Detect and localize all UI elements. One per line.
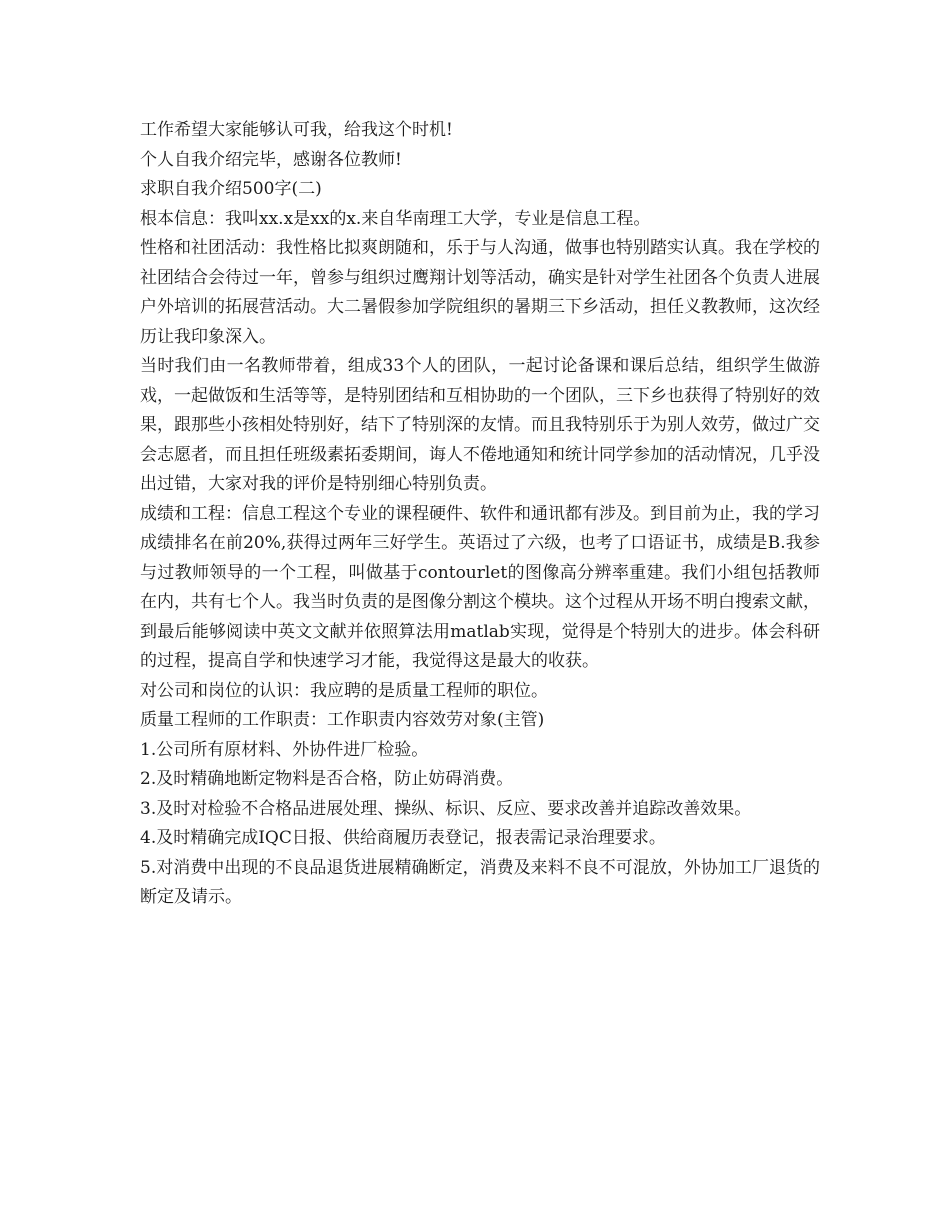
paragraph-personality: 性格和社团活动：我性格比拟爽朗随和，乐于与人沟通，做事也特别踏实认真。我在学校的社团结合会待过一年，曾参与组织过鹰翔计划等活动，确实是针对学生社团各个负责人进展户外培训的拓展营活动。大二暑假参加学院组织的暑期三下乡活动，担任义教教师，这次经历让我印象深入。: [140, 238, 820, 347]
list-item: 1.公司所有原材料、外协件进厂检验。: [140, 739, 429, 760]
paragraph-closing-hope: 工作希望大家能够认可我，给我这个时机!: [140, 120, 453, 140]
list-item: 3.及时对检验不合格品进展处理、操纵、标识、反应、要求改善并追踪改善效果。: [140, 798, 752, 819]
list-item: 4.及时精确完成IQC日报、供给商履历表登记，报表需记录治理要求。: [140, 828, 666, 848]
section-heading: 求职自我介绍500字(二): [140, 179, 322, 199]
paragraph-duties-heading: 质量工程师的工作职责：工作职责内容效劳对象(主管): [140, 710, 545, 730]
paragraph-closing-thanks: 个人自我介绍完毕，感谢各位教师!: [140, 149, 402, 170]
paragraph-basic-info: 根本信息：我叫xx.x是xx的x.来自华南理工大学，专业是信息工程。: [140, 208, 651, 229]
paragraph-company-understanding: 对公司和岗位的认识：我应聘的是质量工程师的职位。: [140, 680, 548, 701]
document-body: [140, 116, 820, 913]
list-item: 5.对消费中出现的不良品退货进展精确断定，消费及来料不良不可混放，外协加工厂退货的断定及请示。: [140, 857, 820, 907]
paragraph-grades-project: 成绩和工程：信息工程这个专业的课程硬件、软件和通讯都有涉及。到目前为止，我的学习成绩排名在前20%,获得过两年三好学生。英语过了六级，也考了口语证书，成绩是B.我参与过教师领导的一个工程，叫做基于contourlet的图像高分辨率重建。我们小组包括教师在内，共有七个人。我当时负责的是图像分割这个模块。这个过程从开场不明白搜索文献，到最后能够阅读中英文文献并依照算法用matlab实现，觉得是个特别大的进步。体会科研的过程，提高自学和快速学习才能，我觉得这是最大的收获。: [140, 503, 820, 671]
paragraph-team-experience: 当时我们由一名教师带着，组成33个人的团队，一起讨论备课和课后总结，组织学生做游戏，一起做饭和生活等等，是特别团结和互相协助的一个团队，三下乡也获得了特别好的效果，跟那些小孩相处特别好，结下了特别深的友情。而且我特别乐于为别人效劳，做过广交会志愿者，而且担任班级素拓委期间，诲人不倦地通知和统计同学参加的活动情况，几乎没出过错，大家对我的评价是特别细心特别负责。: [140, 356, 820, 494]
list-item: 2.及时精确地断定物料是否合格，防止妨碍消费。: [140, 769, 514, 789]
